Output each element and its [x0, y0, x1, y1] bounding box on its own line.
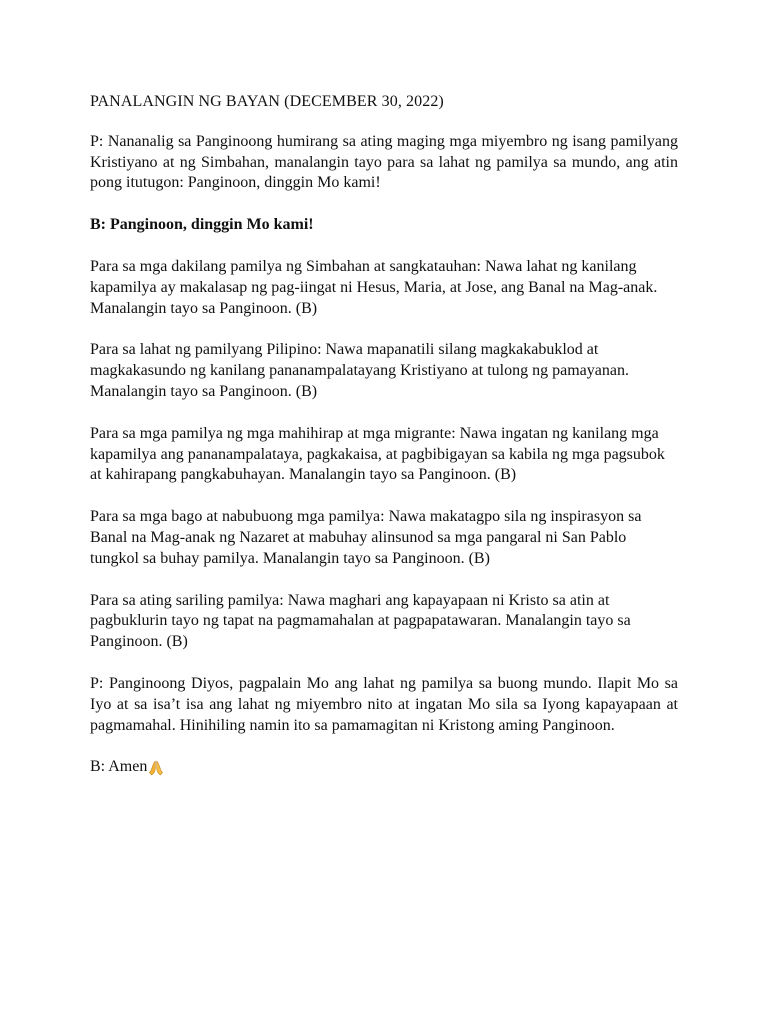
petition-1: Para sa mga dakilang pamilya ng Simbahan at sangkatauhan: Nawa lahat ng kanilang kapamilya ay makalasap ng pag-iingat ni Hesus, Maria, at Jose, ang Banal na Mag-anak. Manalangin tayo sa Panginoon. (B) — [90, 257, 658, 317]
priest-closing: P: Panginoong Diyos, pagpalain Mo ang lahat ng pamilya sa buong mundo. Ilapit Mo sa Iyo at sa isa’t isa ang lahat ng miyembro nito at ingatan Mo sila sa Iyong kapayapaan at pagmamahal. Hinihiling namin ito sa pamamagitan ni Kristong aming Panginoon. — [90, 674, 678, 734]
petition-3: Para sa mga pamilya ng mga mahihirap at mga migrante: Nawa ingatan ng kanilang mga kapamilya ang pananampalataya, pagkakaisa, at pagbibigayan sa kabila ng mga pagsubok at kahirapang pangkabuhayan. Manalangin tayo sa Panginoon. (B) — [90, 424, 665, 484]
petition-5: Para sa ating sariling pamilya: Nawa maghari ang kapayapaan ni Kristo sa atin at pagbuklurin tayo ng tapat na pagmamahalan at pagpapatawaran. Manalangin tayo sa Panginoon. (B) — [90, 591, 631, 651]
amen-text: B: Amen — [90, 758, 148, 776]
document-body — [90, 92, 678, 799]
priest-intro: P: Nananalig sa Panginoong humirang sa ating maging mga miyembro ng isang pamilyang Kristiyano at ng Simbahan, manalangin tayo para sa lahat ng pamilya sa mundo, ang atin pong itutugon: Panginoon, dinggin Mo kami! — [90, 132, 678, 192]
praying-hands-icon — [148, 760, 164, 776]
people-response: B: Panginoon, dinggin Mo kami! — [90, 216, 314, 234]
amen-line — [90, 757, 678, 778]
petition-2: Para sa lahat ng pamilyang Pilipino: Nawa mapanatili silang magkakabuklod at magkakasundo ng kanilang pananampalatayang Kristiyano at tulong ng pamayanan. Manalangin tayo sa Panginoon. (B) — [90, 341, 629, 400]
petition-4: Para sa mga bago at nabubuong mga pamilya: Nawa makatagpo sila ng inspirasyon sa Banal na Mag-anak ng Nazaret at mabuhay alinsunod sa mga pangaral ni San Pablo tungkol sa buhay pamilya. Manalangin tayo sa Panginoon. (B) — [90, 508, 642, 567]
document-title: PANALANGIN NG BAYAN (DECEMBER 30, 2022) — [90, 93, 444, 110]
